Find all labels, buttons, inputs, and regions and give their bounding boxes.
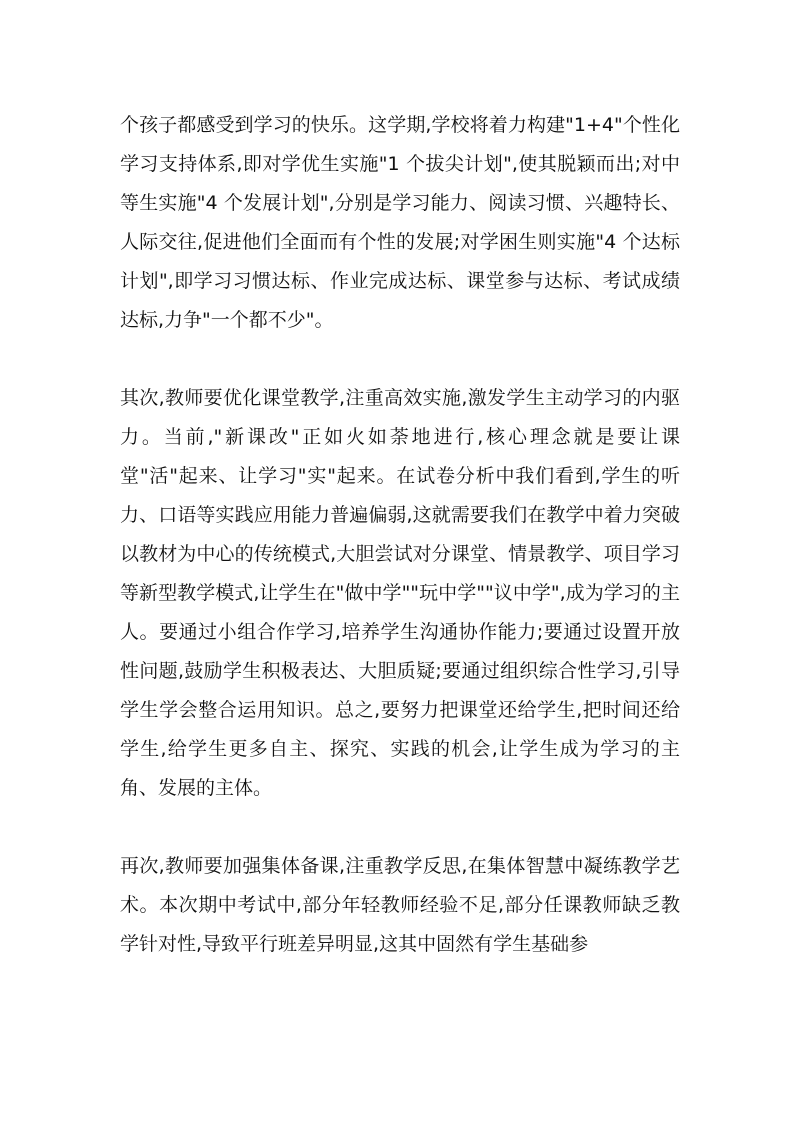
paragraph-2: 其次,教师要优化课堂教学,注重高效实施,激发学生主动学习的内驱力。当前,"新课改"正如火如荼地进行,核心理念就是要让课堂"活"起来、让学习"实"起来。在试卷分析中我们看到,学生的听力、口语等实践应用能力普遍偏弱,这就需要我们在教学中着力突破以教材为中心的传统模式,大胆尝试对分课堂、情景教学、项目学习等新型教学模式,让学生在"做中学""玩中学""议中学",成为学习的主人。要通过小组合作学习,培养学生沟通协作能力;要通过设置开放性问题,鼓励学生积极表达、大胆质疑;要通过组织综合性学习,引导学生学会整合运用知识。总之,要努力把课堂还给学生,把时间还给学生,给学生更多自主、探究、实践的机会,让学生成为学习的主角、发展的主体。	[120, 387, 680, 799]
document-body	[120, 106, 680, 964]
paragraph-1: 个孩子都感受到学习的快乐。这学期,学校将着力构建"1+4"个性化学习支持体系,即对学优生实施"1 个拔尖计划",使其脱颖而出;对中等生实施"4 个发展计划",分别是学习能力、阅读习惯、兴趣特长、人际交往,促进他们全面而有个性的发展;对学困生则实施"4 个达标计划",即学习习惯达标、作业完成达标、课堂参与达标、考试成绩达标,力争"一个都不少"。	[120, 114, 680, 331]
paragraph-3: 再次,教师要加强集体备课,注重教学反思,在集体智慧中凝练教学艺术。本次期中考试中,部分年轻教师经验不足,部分任课教师缺乏教学针对性,导致平行班差异明显,这其中固然有学生基础参	[120, 855, 680, 955]
